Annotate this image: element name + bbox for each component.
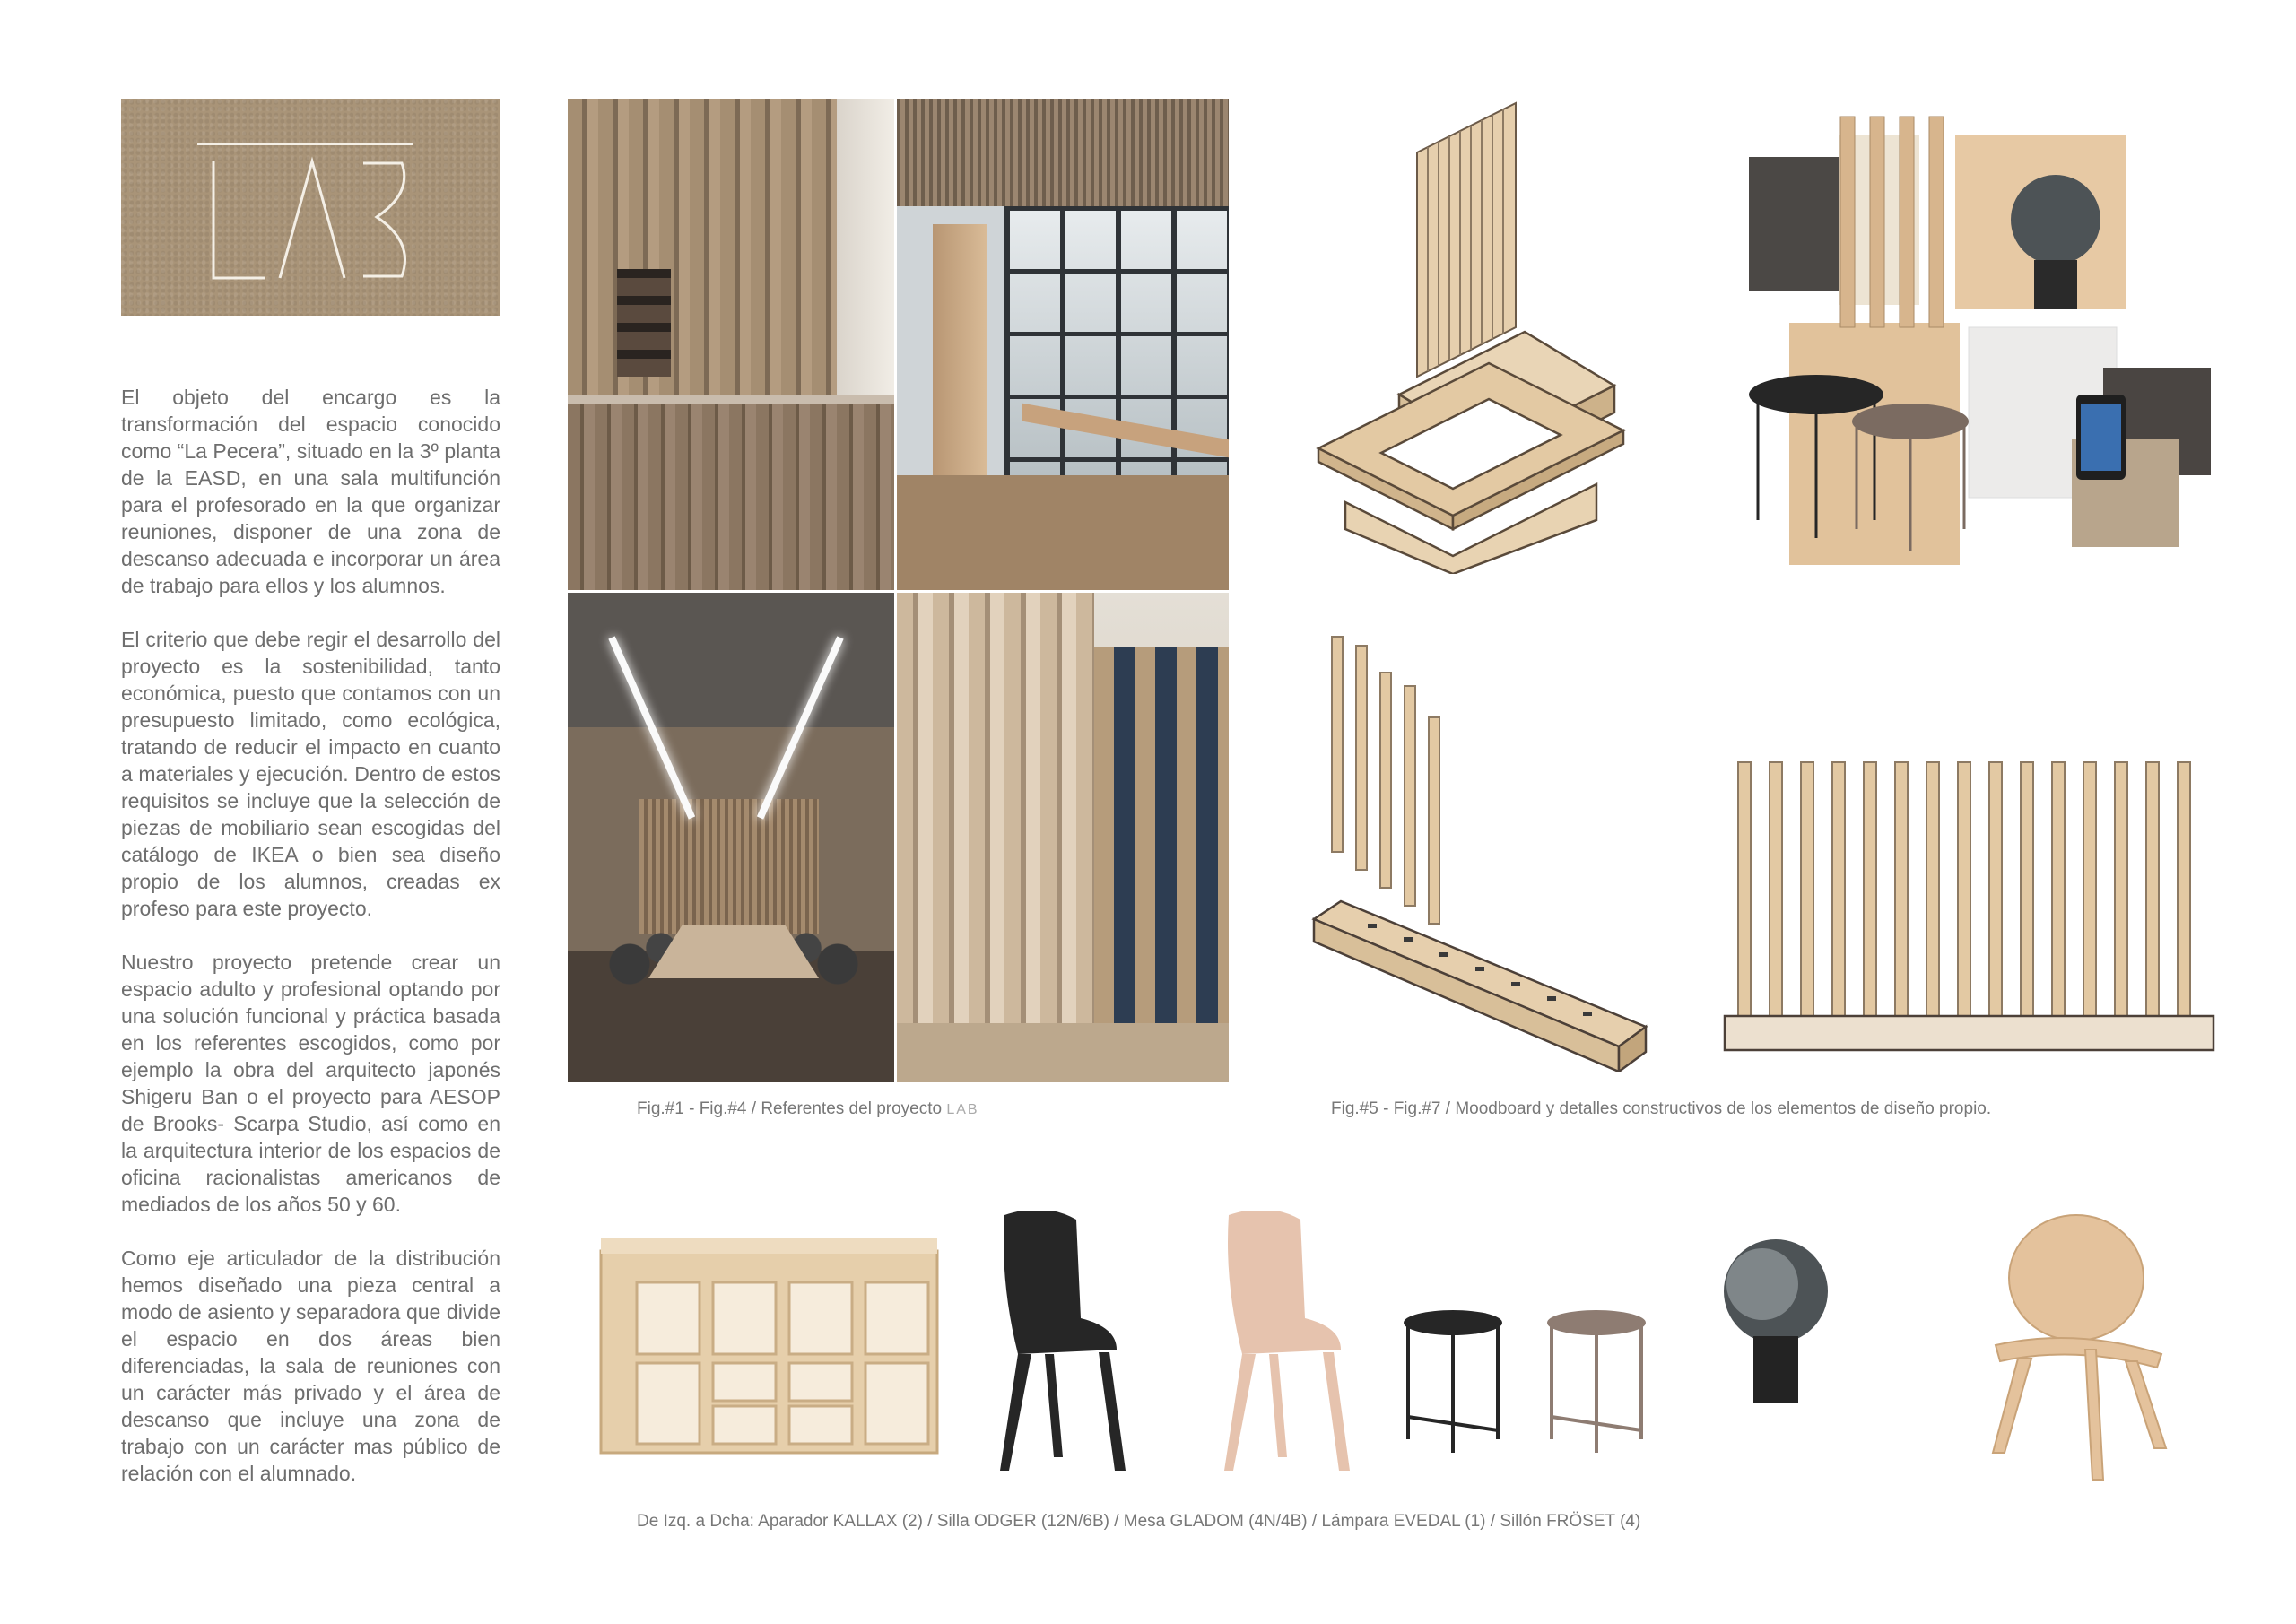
slat bbox=[1770, 762, 1782, 1022]
lamp-base bbox=[2034, 260, 2077, 309]
slat bbox=[1926, 762, 1939, 1022]
reference-photo-office-desk bbox=[897, 99, 1229, 590]
reference-photo-aesop-store bbox=[568, 99, 894, 590]
intro-paragraph-4: Como eje articulador de la distribución hemos diseñado una pieza central a modo de asiento y separadora que divide el espacio en dos áreas bien diferenciadas, la sala de reuniones con un carácter más privado y el área de descanso que incluye una zona de trabajo con un carácter mas público de relación con el alumnado. bbox=[121, 1246, 500, 1485]
photo-column bbox=[933, 224, 987, 475]
odger-chair-black bbox=[1000, 1211, 1126, 1471]
slat bbox=[1958, 762, 1970, 1022]
slat bbox=[1801, 762, 1813, 1022]
photo-tubes bbox=[897, 593, 1094, 1082]
slat bbox=[2021, 762, 2033, 1022]
froset-armchair bbox=[1993, 1215, 2166, 1480]
sketch-slat-wall bbox=[1720, 758, 2222, 1072]
side-table-black bbox=[1749, 375, 1883, 414]
slat bbox=[1832, 762, 1845, 1022]
photo-wall bbox=[837, 99, 894, 404]
slat bbox=[2146, 762, 2159, 1022]
caption-fig1-4 bbox=[637, 1099, 979, 1119]
slat bbox=[2115, 762, 2127, 1022]
slat bbox=[2178, 762, 2190, 1022]
swatch-dark-metal bbox=[1749, 157, 1839, 291]
intro-paragraph-3: Nuestro proyecto pretende crear un espacio adulto y profesional optando por una solución funcional y práctica basada en los referentes escogidos, como por ejemplo la obra del arquitecto japonés Shigeru Ban o el proyecto para AESOP de Brooks- Scarpa Studio, así como en la arquitectura interior de los espacios de oficina racionalistas americanos de mediados de los años 50 y 60. bbox=[121, 951, 500, 1216]
caption-lab-mark: LAB bbox=[946, 1102, 979, 1117]
reference-photo-meeting-room bbox=[568, 593, 894, 1082]
kallax-sideboard bbox=[601, 1238, 937, 1453]
photo-back-wall bbox=[639, 799, 819, 934]
photo-light-1 bbox=[608, 636, 695, 819]
slat bbox=[1895, 762, 1908, 1022]
slat bbox=[1989, 762, 2002, 1022]
photo-ceiling-slats bbox=[897, 99, 1229, 206]
photo-floor bbox=[897, 1023, 1229, 1082]
caption-fig5-7: Fig.#5 - Fig.#7 / Moodboard y detalles constructivos de los elementos de diseño propio. bbox=[1331, 1099, 1992, 1118]
gladom-table-beige bbox=[1547, 1310, 1646, 1453]
reference-photo-tube-columns bbox=[897, 593, 1229, 1082]
slat bbox=[1864, 762, 1876, 1022]
furniture-row bbox=[596, 1211, 2184, 1498]
lamp-globe bbox=[2011, 175, 2100, 265]
photo-light-2 bbox=[757, 636, 844, 819]
photo-counter bbox=[568, 404, 894, 590]
photo-shelf bbox=[617, 269, 671, 377]
intro-paragraph-2: El criterio que debe regir el desarrollo del proyecto es la sostenibilidad, tanto económica, puesto que contamos con un presupuesto limitado, como ecológica, tratando de reducir el impacto en cuanto a materiales y ejecución. Dentro de estos requisitos se incluye que la selección de piezas de mobiliario sean escogidas del catálogo de IKEA o bien sea diseño propio de los alumnos, creadas ex profeso para este proyecto. bbox=[121, 628, 500, 920]
evedal-lamp bbox=[1724, 1239, 1828, 1403]
caption-furniture: De Izq. a Dcha: Aparador KALLAX (2) / Silla ODGER (12N/6B) / Mesa GLADOM (4N/4B) / Lámpara EVEDAL (1) / Sillón FRÖSET (4) bbox=[637, 1512, 1641, 1531]
sketch-slat-base bbox=[1305, 632, 1664, 1072]
lab-logo bbox=[121, 99, 500, 316]
logo-bar bbox=[197, 143, 413, 145]
slat bbox=[2052, 762, 2065, 1022]
logo-lettering bbox=[197, 152, 413, 287]
intro-paragraph-1: El objeto del encargo es la transformación del espacio conocido como “La Pecera”, situado en la 3º planta de la EASD, en una sala multifunción para el profesorado en la que organizar reuniones, disponer de una zona de descanso adecuada e incorporar un área de trabajo para ellos y los alumnos. bbox=[121, 386, 500, 597]
odger-chair-light bbox=[1224, 1211, 1350, 1471]
moodboard bbox=[1704, 99, 2224, 565]
sketch-planter-panel bbox=[1309, 99, 1632, 574]
gladom-table-black bbox=[1404, 1310, 1502, 1453]
caption-fig1-4-text: Fig.#1 - Fig.#4 / Referentes del proyecto bbox=[637, 1099, 943, 1118]
photo-windows bbox=[1094, 647, 1229, 1023]
slat bbox=[1738, 762, 1751, 1022]
intro-text bbox=[121, 384, 500, 1514]
side-table-brown bbox=[1852, 404, 1969, 439]
slat bbox=[2083, 762, 2096, 1022]
